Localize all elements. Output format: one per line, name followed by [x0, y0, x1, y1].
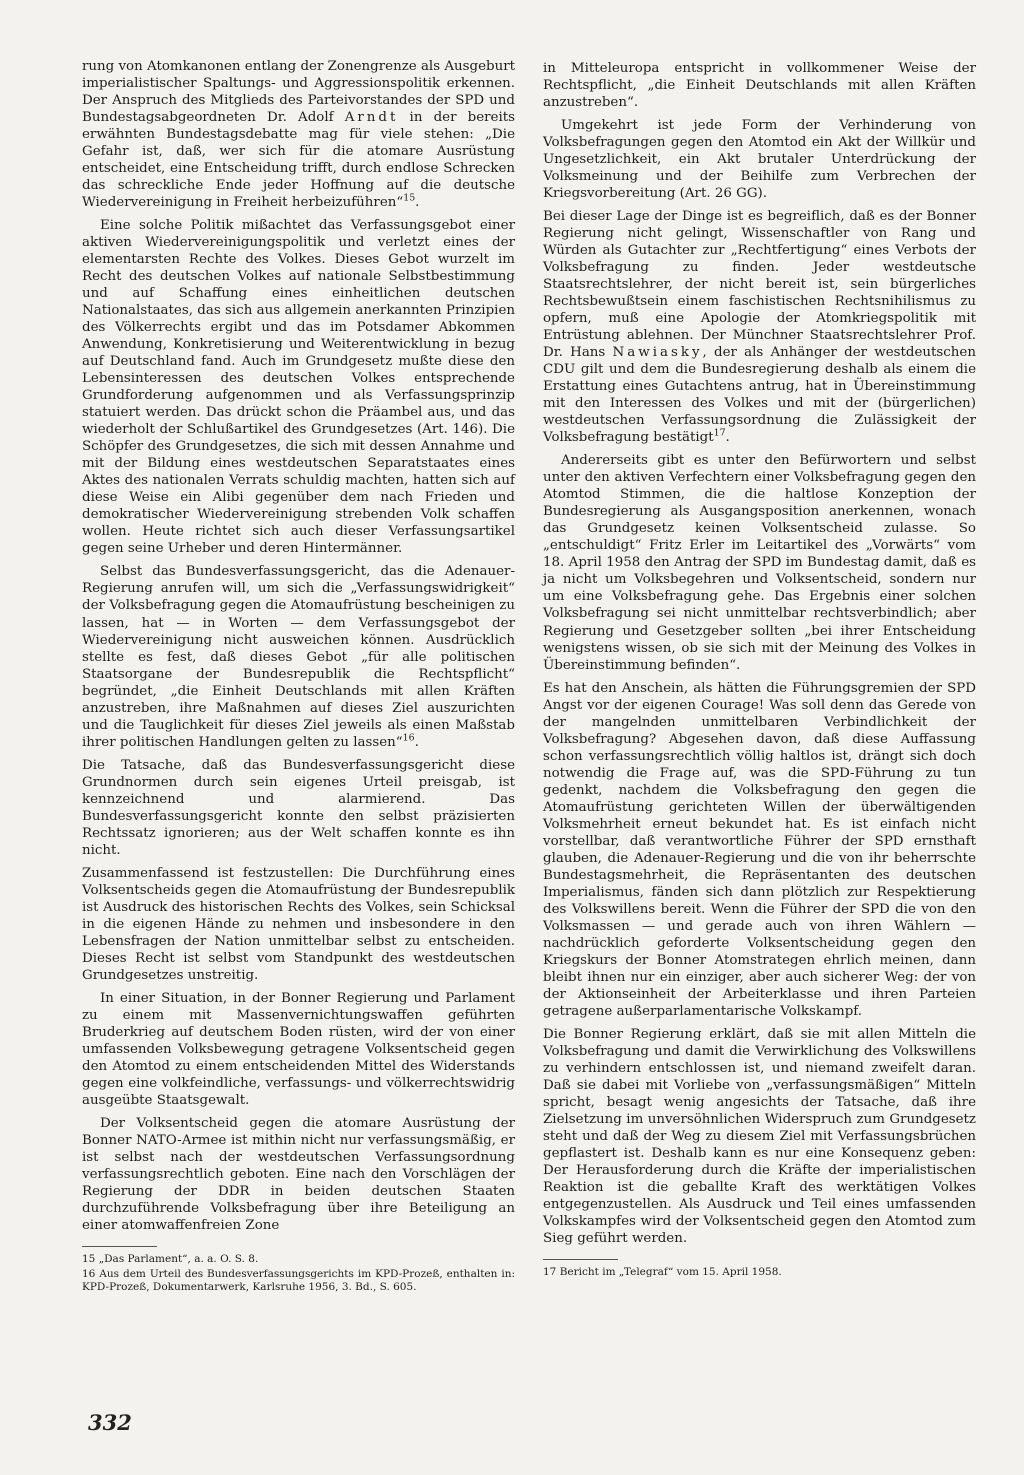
paragraph: in Mitteleuropa entspricht in vollkommener Weise der Rechtspflicht, „die Einheit Deutschlands mit allen Kräften anzustreben“.	[543, 61, 976, 111]
footnote-divider	[543, 1259, 618, 1260]
footnote: 17 Bericht im „Telegraf“ vom 15. April 1958.	[543, 1266, 782, 1279]
person-name: Nawiasky	[612, 345, 703, 361]
left-column	[82, 58, 515, 1296]
paragraph: In einer Situation, in der Bonner Regierung und Parlament zu einem mit Massenvernichtungswaffen geführten Bruderkrieg auf deutschem Boden rüsten, wird der von einer umfassenden Volksbewegung getragene Volksentscheid gegen den Atomtod zu einem entscheidenden Mittel des Widerstands gegen eine volkfeindliche, verfassungs- und völkerrechtswidrig ausgeübte Staatsgewalt.	[82, 990, 515, 1108]
paragraph: Andererseits gibt es unter den Befürwortern und selbst unter den aktiven Verfechtern einer Volksbefragung gegen den Atomtod Stimmen, die die haltlose Konzeption der Bundesregierung als Ausgangsposition anerkennen, wonach das Grundgesetz keinen Volksentscheid zulasse. So „entschuldigt“ Fritz Erler im Leitartikel des „Vorwärts“ vom 18. April 1958 den Antrag der SPD im Bundestag damit, daß es ja nicht um Volksbegehren und Volksentscheid, sondern nur um eine Volksbefragung gehe. Das Ergebnis einer solchen Volksbefragung sei nicht unmittelbar rechtsverbindlich; aber Regierung und Gesetzgeber sollten „bei ihrer Entscheidung wenigstens wissen, ob sie sich mit der Meinung des Volkes in Übereinstimmung befinden“.	[543, 453, 976, 673]
footnote: 15 „Das Parlament“, a. a. O. S. 8.	[82, 1253, 259, 1266]
footnote-ref: 16	[402, 732, 415, 744]
paragraph: Bei dieser Lage der Dinge ist es begreiflich, daß es der Bonner Regierung nicht gelingt, Wissenschaftler von Rang und Würden als Gutachter zur „Rechtfertigung“ eines Verbots der Volksbefragung zu finden. Jeder westdeutsche Staatsrechtslehrer, der nicht bereit ist, sein bürgerliches Rechtsbewußtsein einem faschistischen Rechtsnihilismus zu opfern, muß eine Apologie der Atomkriegspolitik mit Entrüstung ablehnen. Der Münchner Staatsrechtslehrer Prof. Dr. Hans Nawiasky, der als Anhänger der westdeutschen CDU gilt und dem die Bundesregierung deshalb als einem die Erstattung eines Gutachtens antrug, hat in Übereinstimmung mit den Interessen des Volkes und mit der (bürgerlichen) westdeutschen Verfassungsordnung die Zulässigkeit der Volksbefragung bestätigt$^{17}$.	[543, 209, 976, 446]
paragraph: Umgekehrt ist jede Form der Verhinderung von Volksbefragungen gegen den Atomtod ein Akt der Willkür und Ungesetzlichkeit, ein Akt brutaler Unterdrückung der Volksmeinung und der Beihilfe zum Verbrechen der Kriegsvorbereitung (Art. 26 GG).	[543, 118, 976, 202]
footnote-divider	[82, 1246, 157, 1247]
page-number: 332	[88, 1410, 132, 1435]
paragraph: Die Bonner Regierung erklärt, daß sie mit allen Mitteln die Volksbefragung und damit die Verwirklichung des Volkswillens zu verhindern entschlossen ist, und niemand zweifelt daran. Daß sie dabei mit Vorliebe von „verfassungsmäßigen“ Mitteln spricht, besagt wenig angesichts der Tatsache, daß ihre Zielsetzung im unversöhnlichen Widerspruch zum Grundgesetz steht und daß der Weg zu diesem Ziel mit Verfassungsbrüchen gepflastert ist. Deshalb kann es nur eine Konsequenz geben: Der Herausforderung durch die Kräfte der imperialistischen Reaktion ist die geballte Kraft des werktätigen Volkes entgegenzustellen. Als Ausdruck und Teil eines umfassenden Volkskampfes wird der Volksentscheid gegen den Atomtod zum Sieg geführt werden.	[543, 1026, 976, 1247]
paragraph: Eine solche Politik mißachtet das Verfassungsgebot einer aktiven Wiedervereinigungspolitik und verletzt eines der elementarsten Rechte des Volkes. Dieses Gebot wurzelt im Recht des deutschen Volkes auf nationale Selbstbestimmung und auf Schaffung eines einheitlichen deutschen Nationalstaates, das sich aus allgemein anerkannten Prinzipien des Völkerrechts ergibt und das im Potsdamer Abkommen Anwendung, Konkretisierung und Weiterentwicklung in bezug auf Deutschland fand. Auch im Grundgesetz mußte diese den Lebensinteressen des deutschen Volkes entsprechende Grundforderung aufgenommen und als Verfassungsprinzip statuiert werden. Das drückt schon die Präambel aus, und das wiederholt der Schlußartikel des Grundgesetzes (Art. 146). Die Schöpfer des Grundgesetzes, die sich mit dessen Annahme und mit der Bildung eines westdeutschen Separatstaates eines Aktes des nationalen Verrats schuldig machten, hatten sich auf diese Weise ein Alibi gegenüber dem nach Frieden und demokratischer Wiedervereinigung strebenden Volk schaffen wollen. Heute richtet sich auch dieser Verfassungsartikel gegen seine Urheber und deren Hintermänner.	[82, 218, 515, 557]
paragraph: rung von Atomkanonen entlang der Zonengrenze als Ausgeburt imperialistischer Spaltungs- und Aggressionspolitik erkennen. Der Anspruch des Mitglieds des Parteivorstandes der SPD und Bundestagsabgeordneten Dr. Adolf Arndt in der bereits erwähnten Bundestagsdebatte mag für viele stehen: „Die Gefahr ist, daß, wer sich für die atomare Ausrüstung entscheidet, eine Entscheidung trifft, durch endlose Schrecken das schreckliche Ende jeder Hoffnung auf die deutsche Wiedervereinigung in Freiheit herbeizuführen“$^{15}$.	[82, 59, 515, 211]
paragraph: Der Volksentscheid gegen die atomare Ausrüstung der Bonner NATO-Armee ist mithin nicht nur verfassungsmäßig, er ist selbst nach der westdeutschen Verfassungsordnung verfassungsrechtlich geboten. Eine nach den Vorschlägen der Regierung der DDR in beiden deutschen Staaten durchzuführende Volksbefragung über ihre Beteiligung an einer atomwaffenfreien Zone	[82, 1115, 515, 1234]
paragraph: Es hat den Anschein, als hätten die Führungsgremien der SPD Angst vor der eigenen Courage! Was soll denn das Gerede von der mangelnden unmittelbaren Verbindlichkeit der Volksbefragung? Abgesehen davon, daß diese Auffassung schon verfassungsrechtlich völlig haltlos ist, drängt sich doch notwendig die Frage auf, was die SPD-Führung zu tun gedenkt, nachdem die Volksbefragung den gegen die Atomaufrüstung gerichteten Willen der überwältigenden Volksmehrheit erneut bekundet hat. Es ist einfach nicht vorstellbar, daß verantwortliche Führer der SPD ernsthaft glauben, die Adenauer-Regierung und die von ihr beherrschte Bundestagsmehrheit, die Repräsentanten des deutschen Imperialismus, fänden sich dann plötzlich zur Respektierung des Volkswillens bereit. Wenn die Führer der SPD die von den Volksmassen — und gerade auch von ihren Wählern — nachdrücklich geforderte Volksentscheidung gegen den Kriegskurs der Bonner Atomstrategen ehrlich meinen, dann bleibt ihnen nur ein einziger, aber auch sicherer Weg: der von der Aktionseinheit der Arbeiterklasse und ihren Parteien getragene außerparlamentarische Volkskampf.	[543, 680, 976, 1019]
footnote-ref: 15	[403, 192, 416, 204]
right-column	[543, 60, 976, 1281]
paragraph: Die Tatsache, daß das Bundesverfassungsgericht diese Grundnormen durch sein eigenes Urteil preisgab, ist kennzeichnend und alarmierend. Das Bundesverfassungsgericht konnte den selbst präzisierten Rechtssatz ignorieren; aus der Welt schaffen konnte es ihn nicht.	[82, 757, 515, 858]
footnote: 16 Aus dem Urteil des Bundesverfassungsgerichts im KPD-Prozeß, enthalten in: KPD-Prozeß, Dokumentarwerk, Karlsruhe 1956, 3. Bd., S. 605.	[82, 1268, 515, 1294]
footnote-ref: 17	[713, 427, 726, 439]
paragraph: Selbst das Bundesverfassungsgericht, das die Adenauer-Regierung anrufen will, um sich die „Verfassungswidrigkeit“ der Volksbefragung gegen die Atomaufrüstung bescheinigen zu lassen, hat — in Worten — dem Verfassungsgebot der Wiedervereinigung nicht ausweichen können. Ausdrücklich stellte es fest, daß dieses Gebot „für alle politischen Staatsorgane der Bundesrepublik die Rechtspflicht“ begründet, „die Einheit Deutschlands mit allen Kräften anzustreben, ihre Maßnahmen auf dieses Ziel auszurichten und die Tauglichkeit für dieses Ziel jeweils als einen Maßstab ihrer politischen Handlungen gelten zu lassen“$^{16}$.	[82, 564, 515, 750]
paragraph: Zusammenfassend ist festzustellen: Die Durchführung eines Volksentscheids gegen die Atomaufrüstung der Bundesrepublik ist Ausdruck des historischen Rechts des Volkes, sein Schicksal in die eigenen Hände zu nehmen und insbesondere in den Lebensfragen der Nation unmittelbar selbst zu entscheiden. Dieses Recht ist selbst vom Standpunkt des westdeutschen Grundgesetzes unstreitig.	[82, 865, 515, 983]
person-name: Arndt	[344, 110, 399, 126]
